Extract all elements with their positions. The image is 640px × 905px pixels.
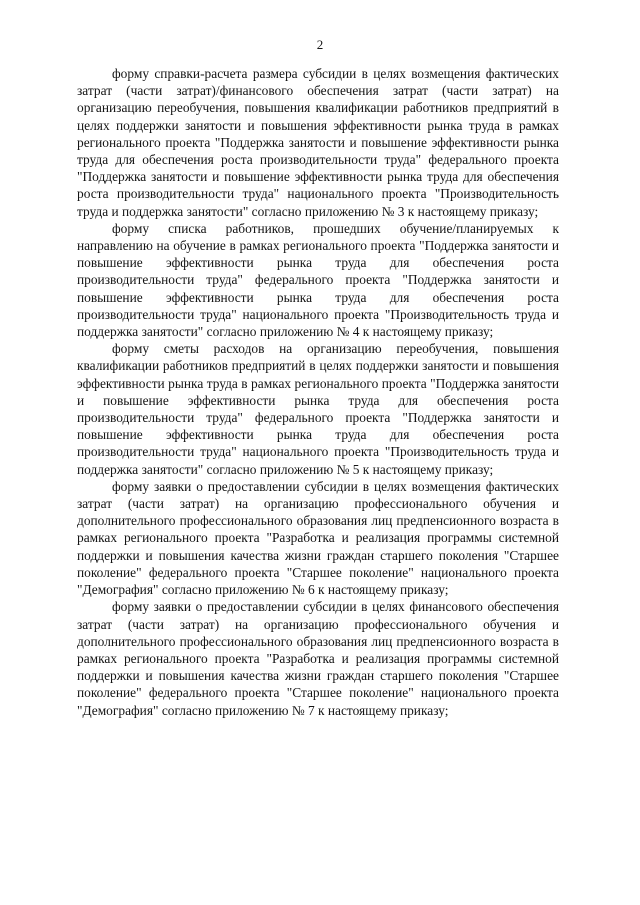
paragraph-appendix-7: форму заявки о предоставлении субсидии в целях финансового обеспечения затрат (части затрат) на организацию профессионального обучения и дополнительного профессионального образования лиц предпенсионного возраста в рамках регионального проекта "Разработка и реализация программы системной поддержки и повышения качества жизни граждан старшего поколения "Старшее поколение" федерального проекта "Старшее поколение" национального проекта "Демография" согласно приложению № 7 к настоящему приказу; xyxy=(77,599,559,718)
paragraph-appendix-4: форму списка работников, прошедших обучение/планируемых к направлению на обучение в рамках регионального проекта "Поддержка занятости и повышение эффективности рынка труда для обеспечения роста производительности труда" федерального проекта "Поддержка занятости и повышение эффективности рынка труда для обеспечения роста производительности труда" национального проекта "Производительность труда и поддержка занятости" согласно приложению № 4 к настоящему приказу; xyxy=(77,220,559,340)
page-number: 2 xyxy=(316,37,324,52)
paragraph-appendix-6: форму заявки о предоставлении субсидии в целях возмещения фактических затрат (части затрат) на организацию профессионального обучения и дополнительного профессионального образования лиц предпенсионного возраста в рамках регионального проекта "Разработка и реализация программы системной поддержки и повышения качества жизни граждан старшего поколения "Старшее поколение" федерального проекта "Старшее поколение" национального проекта "Демография" согласно приложению № 6 к настоящему приказу; xyxy=(77,478,559,598)
paragraph-appendix-5: форму сметы расходов на организацию переобучения, повышения квалификации работников предприятий в целях поддержки занятости и повышения эффективности рынка труда в рамках регионального проекта "Поддержка занятости и повышение эффективности рынка труда для обеспечения роста производительности труда" федерального проекта "Поддержка занятости и повышение эффективности рынка труда для обеспечения роста производительности труда" национального проекта "Производительность труда и поддержка занятости" согласно приложению № 5 к настоящему приказу; xyxy=(77,341,559,477)
document-body xyxy=(77,65,559,719)
paragraph-appendix-3: форму справки-расчета размера субсидии в целях возмещения фактических затрат (части затрат)/финансового обеспечения затрат (части затрат) на организацию переобучения, повышения квалификации работников предприятий в целях поддержки занятости и повышения эффективности рынка труда в рамках регионального проекта "Поддержка занятости и повышение эффективности рынка труда для обеспечения роста производительности труда" федерального проекта "Поддержка занятости и повышение эффективности рынка труда для обеспечения роста производительности труда" национального проекта "Производительность труда и поддержка занятости" согласно приложению № 3 к настоящему приказу; xyxy=(77,66,559,219)
